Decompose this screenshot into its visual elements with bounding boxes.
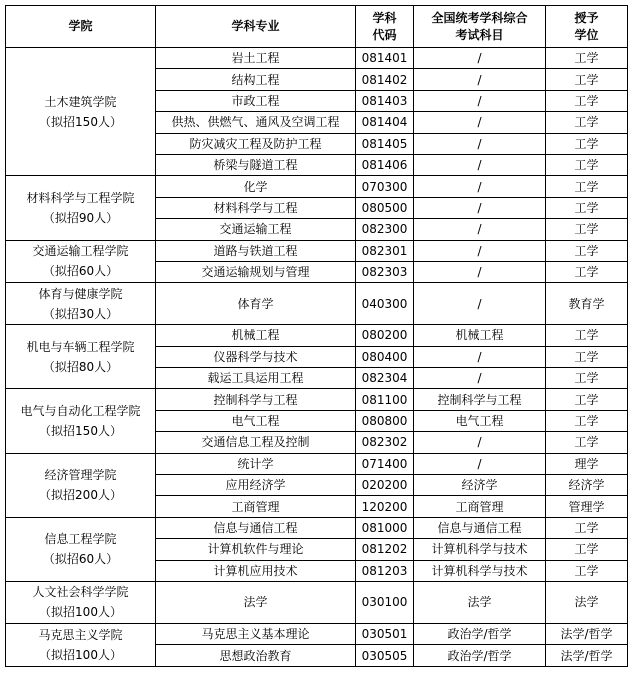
major-cell: 交通信息工程及控制 [156, 432, 356, 453]
degree-cell: 教育学 [546, 283, 628, 325]
code-cell: 082300 [356, 219, 414, 240]
major-cell: 体育学 [156, 283, 356, 325]
code-cell: 082303 [356, 261, 414, 282]
code-cell: 081000 [356, 517, 414, 538]
exam-cell: / [414, 48, 546, 69]
code-cell: 030501 [356, 623, 414, 644]
major-cell: 信息与通信工程 [156, 517, 356, 538]
exam-cell: / [414, 176, 546, 197]
college-cell [6, 453, 156, 517]
major-cell: 结构工程 [156, 69, 356, 90]
college-quota: （拟招90人） [42, 210, 119, 225]
degree-cell: 理学 [546, 453, 628, 474]
degree-cell: 工学 [546, 48, 628, 69]
major-cell: 桥梁与隧道工程 [156, 154, 356, 175]
header-degree: 授予 学位 [546, 6, 628, 48]
exam-cell: 计算机科学与技术 [414, 539, 546, 560]
code-cell: 080800 [356, 410, 414, 431]
degree-cell: 工学 [546, 517, 628, 538]
code-cell: 080500 [356, 197, 414, 218]
degree-cell: 工学 [546, 560, 628, 581]
degree-cell: 工学 [546, 154, 628, 175]
major-cell: 马克思主义基本理论 [156, 623, 356, 644]
exam-cell: 电气工程 [414, 410, 546, 431]
code-cell: 081100 [356, 389, 414, 410]
code-cell: 081405 [356, 133, 414, 154]
code-cell: 081402 [356, 69, 414, 90]
college-cell [6, 283, 156, 325]
degree-cell: 经济学 [546, 475, 628, 496]
college-cell [6, 581, 156, 623]
table-row [6, 389, 628, 410]
code-cell: 081403 [356, 90, 414, 111]
code-cell: 030100 [356, 581, 414, 623]
code-cell: 020200 [356, 475, 414, 496]
exam-cell: 信息与通信工程 [414, 517, 546, 538]
major-cell: 供热、供燃气、通风及空调工程 [156, 112, 356, 133]
college-cell [6, 48, 156, 176]
degree-cell: 工学 [546, 240, 628, 261]
header-college: 学院 [6, 6, 156, 48]
degree-cell: 工学 [546, 368, 628, 389]
major-cell: 市政工程 [156, 90, 356, 111]
code-cell: 080400 [356, 346, 414, 367]
exam-cell: / [414, 154, 546, 175]
major-cell: 交通运输规划与管理 [156, 261, 356, 282]
exam-cell: / [414, 69, 546, 90]
code-cell: 081406 [356, 154, 414, 175]
table-row [6, 581, 628, 623]
degree-cell: 工学 [546, 176, 628, 197]
code-cell: 081202 [356, 539, 414, 560]
college-name: 土木建筑学院 [44, 94, 117, 109]
major-cell: 统计学 [156, 453, 356, 474]
degree-cell: 工学 [546, 346, 628, 367]
table-body [6, 48, 628, 667]
college-name: 机电与车辆工程学院 [26, 339, 135, 354]
major-cell: 应用经济学 [156, 475, 356, 496]
major-cell: 电气工程 [156, 410, 356, 431]
degree-cell: 工学 [546, 539, 628, 560]
code-cell: 082302 [356, 432, 414, 453]
exam-cell: / [414, 346, 546, 367]
exam-cell: / [414, 283, 546, 325]
exam-cell: 经济学 [414, 475, 546, 496]
exam-cell: 机械工程 [414, 325, 546, 346]
college-quota: （拟招60人） [42, 264, 119, 279]
degree-cell: 工学 [546, 90, 628, 111]
exam-cell: 控制科学与工程 [414, 389, 546, 410]
table-row [6, 517, 628, 538]
exam-cell: / [414, 453, 546, 474]
college-cell [6, 240, 156, 283]
degree-cell: 工学 [546, 133, 628, 154]
table-row [6, 240, 628, 261]
exam-cell: / [414, 219, 546, 240]
header-row [6, 6, 628, 48]
major-cell: 计算机应用技术 [156, 560, 356, 581]
college-cell [6, 325, 156, 389]
major-cell: 材料科学与工程 [156, 197, 356, 218]
college-name: 电气与自动化工程学院 [20, 404, 141, 419]
exam-cell: / [414, 90, 546, 111]
table-row [6, 623, 628, 644]
code-cell: 071400 [356, 453, 414, 474]
degree-cell: 工学 [546, 219, 628, 240]
table-row [6, 48, 628, 69]
major-cell: 岩土工程 [156, 48, 356, 69]
exam-cell: / [414, 133, 546, 154]
degree-cell: 法学 [546, 581, 628, 623]
code-cell: 030505 [356, 645, 414, 666]
header-exam: 全国统考学科综合 考试科目 [414, 6, 546, 48]
exam-cell: / [414, 368, 546, 389]
degree-cell: 工学 [546, 432, 628, 453]
major-cell: 载运工具运用工程 [156, 368, 356, 389]
degree-cell: 工学 [546, 261, 628, 282]
college-name: 经济管理学院 [44, 468, 117, 483]
exam-cell: / [414, 240, 546, 261]
degree-cell: 法学/哲学 [546, 645, 628, 666]
college-quota: （拟招150人） [39, 114, 122, 129]
college-quota: （拟招30人） [42, 306, 119, 321]
college-name: 体育与健康学院 [38, 286, 123, 301]
exam-cell: 政治学/哲学 [414, 645, 546, 666]
major-cell: 仪器科学与技术 [156, 346, 356, 367]
degree-cell: 工学 [546, 112, 628, 133]
college-cell [6, 389, 156, 453]
exam-cell: / [414, 112, 546, 133]
exam-cell: 工商管理 [414, 496, 546, 517]
major-cell: 工商管理 [156, 496, 356, 517]
college-name: 马克思主义学院 [38, 627, 123, 642]
exam-cell: 政治学/哲学 [414, 623, 546, 644]
code-cell: 120200 [356, 496, 414, 517]
exam-cell: / [414, 432, 546, 453]
degree-cell: 工学 [546, 197, 628, 218]
college-cell [6, 176, 156, 240]
college-quota: （拟招100人） [39, 647, 122, 662]
admissions-table [5, 5, 628, 667]
degree-cell: 工学 [546, 69, 628, 90]
degree-cell: 工学 [546, 325, 628, 346]
major-cell: 思想政治教育 [156, 645, 356, 666]
table-row [6, 453, 628, 474]
code-cell: 040300 [356, 283, 414, 325]
degree-cell: 管理学 [546, 496, 628, 517]
exam-cell: / [414, 261, 546, 282]
college-quota: （拟招80人） [42, 359, 119, 374]
college-name: 材料科学与工程学院 [26, 190, 135, 205]
exam-cell: / [414, 197, 546, 218]
college-cell [6, 517, 156, 581]
major-cell: 法学 [156, 581, 356, 623]
major-cell: 机械工程 [156, 325, 356, 346]
table-row [6, 283, 628, 325]
table-row [6, 325, 628, 346]
college-quota: （拟招60人） [42, 552, 119, 567]
code-cell: 081401 [356, 48, 414, 69]
college-quota: （拟招100人） [39, 605, 122, 620]
college-name: 信息工程学院 [44, 532, 117, 547]
code-cell: 081404 [356, 112, 414, 133]
major-cell: 交通运输工程 [156, 219, 356, 240]
code-cell: 070300 [356, 176, 414, 197]
major-cell: 道路与铁道工程 [156, 240, 356, 261]
college-quota: （拟招200人） [39, 488, 122, 503]
major-cell: 防灾减灾工程及防护工程 [156, 133, 356, 154]
degree-cell: 法学/哲学 [546, 623, 628, 644]
header-code: 学科 代码 [356, 6, 414, 48]
college-quota: （拟招150人） [39, 424, 122, 439]
table-row [6, 176, 628, 197]
degree-cell: 工学 [546, 389, 628, 410]
major-cell: 化学 [156, 176, 356, 197]
exam-cell: 法学 [414, 581, 546, 623]
major-cell: 计算机软件与理论 [156, 539, 356, 560]
code-cell: 080200 [356, 325, 414, 346]
college-name: 人文社会科学学院 [32, 585, 129, 600]
header-major: 学科专业 [156, 6, 356, 48]
code-cell: 082304 [356, 368, 414, 389]
major-cell: 控制科学与工程 [156, 389, 356, 410]
college-name: 交通运输工程学院 [32, 244, 129, 259]
degree-cell: 工学 [546, 410, 628, 431]
exam-cell: 计算机科学与技术 [414, 560, 546, 581]
code-cell: 082301 [356, 240, 414, 261]
code-cell: 081203 [356, 560, 414, 581]
college-cell [6, 623, 156, 666]
